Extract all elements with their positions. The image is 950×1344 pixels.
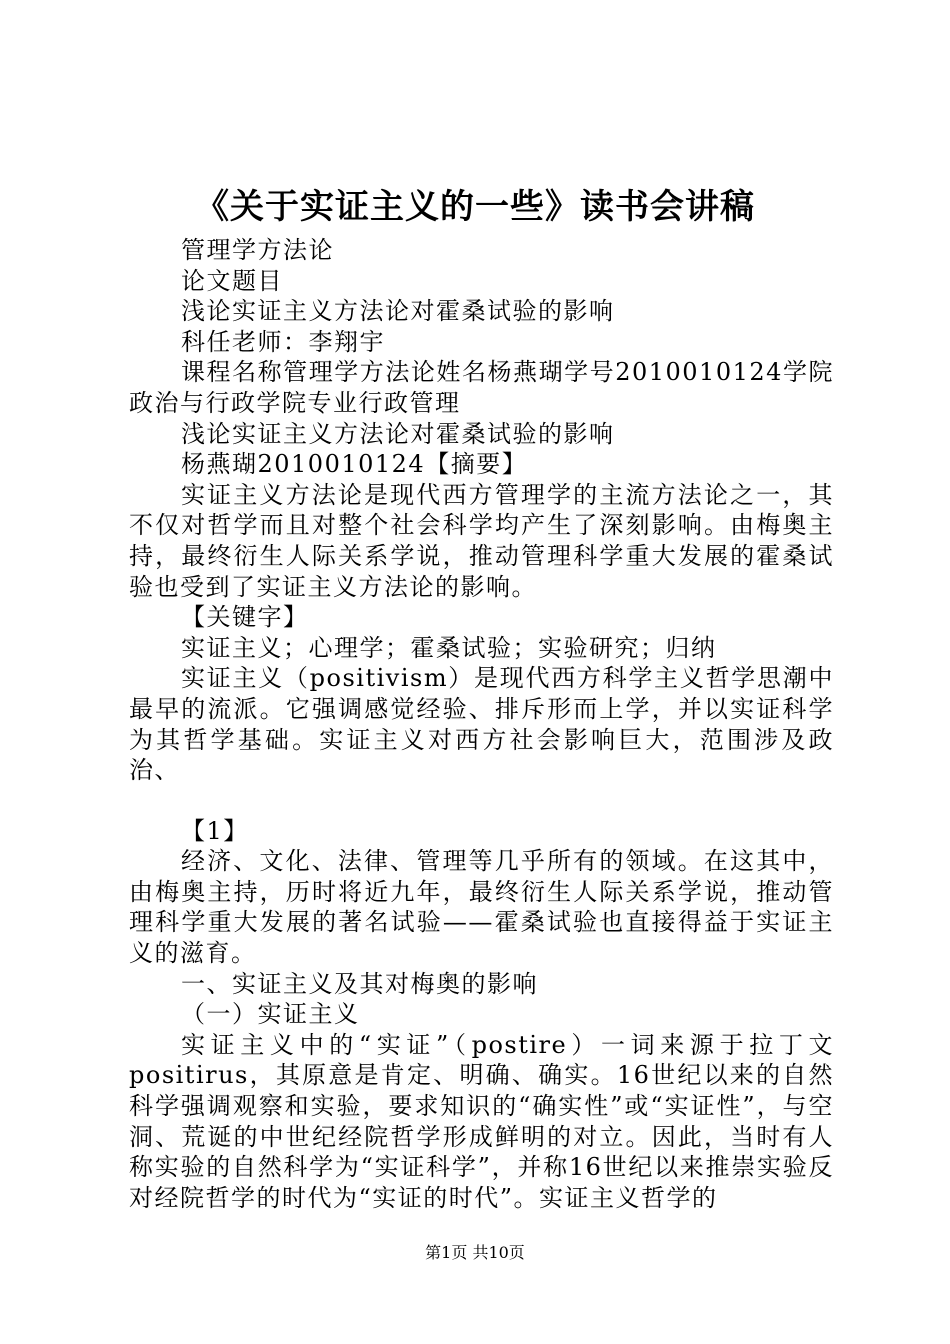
paragraph-footnote-marker: 【1】 [181, 816, 249, 845]
paragraph-thesis-topic-label: 论文题目 [181, 266, 283, 295]
paragraph-author-abstract-heading: 杨燕瑚2010010124【摘要】 [181, 450, 528, 479]
document-title: 《关于实证主义的一些》读书会讲稿 [195, 187, 755, 227]
page-footer: 第1页 共10页 [425, 1243, 525, 1262]
paragraph-positivism-origin: 实证主义中的“实证”（postire）一词来源于拉丁文positirus，其原意是肯定、明确、确实。16世纪以来的自然科学强调观察和实验，要求知识的“确实性”或“实证性”，与空洞、荒诞的中世纪经院哲学形成鲜明的对立。因此，当时有人称实验的自然科学为“实证科学”，并称16世纪以来推崇实验反对经院哲学的时代为“实证的时代”。实证主义哲学的 [129, 1030, 834, 1212]
paragraph-student-info: 课程名称管理学方法论姓名杨燕瑚学号2010010124学院政治与行政学院专业行政管理 [129, 358, 834, 417]
paragraph-positivism-intro: 实证主义（positivism）是现代西方科学主义哲学思潮中最早的流派。它强调感觉经验、排斥形而上学，并以实证科学为其哲学基础。实证主义对西方社会影响巨大，范围涉及政治、 [129, 664, 834, 785]
paragraph-keywords-heading: 【关键字】 [181, 603, 309, 632]
subsection-heading-1: （一）实证主义 [181, 1000, 360, 1029]
paragraph-teacher: 科任老师：李翔宇 [181, 327, 385, 356]
section-heading-1: 一、实证主义及其对梅奥的影响 [181, 969, 538, 998]
paragraph-course: 管理学方法论 [181, 236, 334, 264]
document-body [129, 235, 834, 1213]
paragraph-thesis-title: 浅论实证主义方法论对霍桑试验的影响 [181, 297, 615, 326]
paragraph-influence: 经济、文化、法律、管理等几乎所有的领域。在这其中，由梅奥主持，历时将近九年，最终衍生人际关系学说，推动管理科学重大发展的著名试验——霍桑试验也直接得益于实证主义的滋育。 [129, 847, 834, 968]
paragraph-abstract: 实证主义方法论是现代西方管理学的主流方法论之一，其不仅对哲学而且对整个社会科学均产生了深刻影响。由梅奥主持，最终衍生人际关系学说，推动管理科学重大发展的霍桑试验也受到了实证主义方法论的影响。 [129, 480, 834, 601]
blank-gap [129, 786, 834, 816]
paragraph-thesis-title-repeat: 浅论实证主义方法论对霍桑试验的影响 [181, 419, 615, 448]
paragraph-keywords: 实证主义；心理学；霍桑试验；实验研究；归纳 [181, 633, 717, 662]
